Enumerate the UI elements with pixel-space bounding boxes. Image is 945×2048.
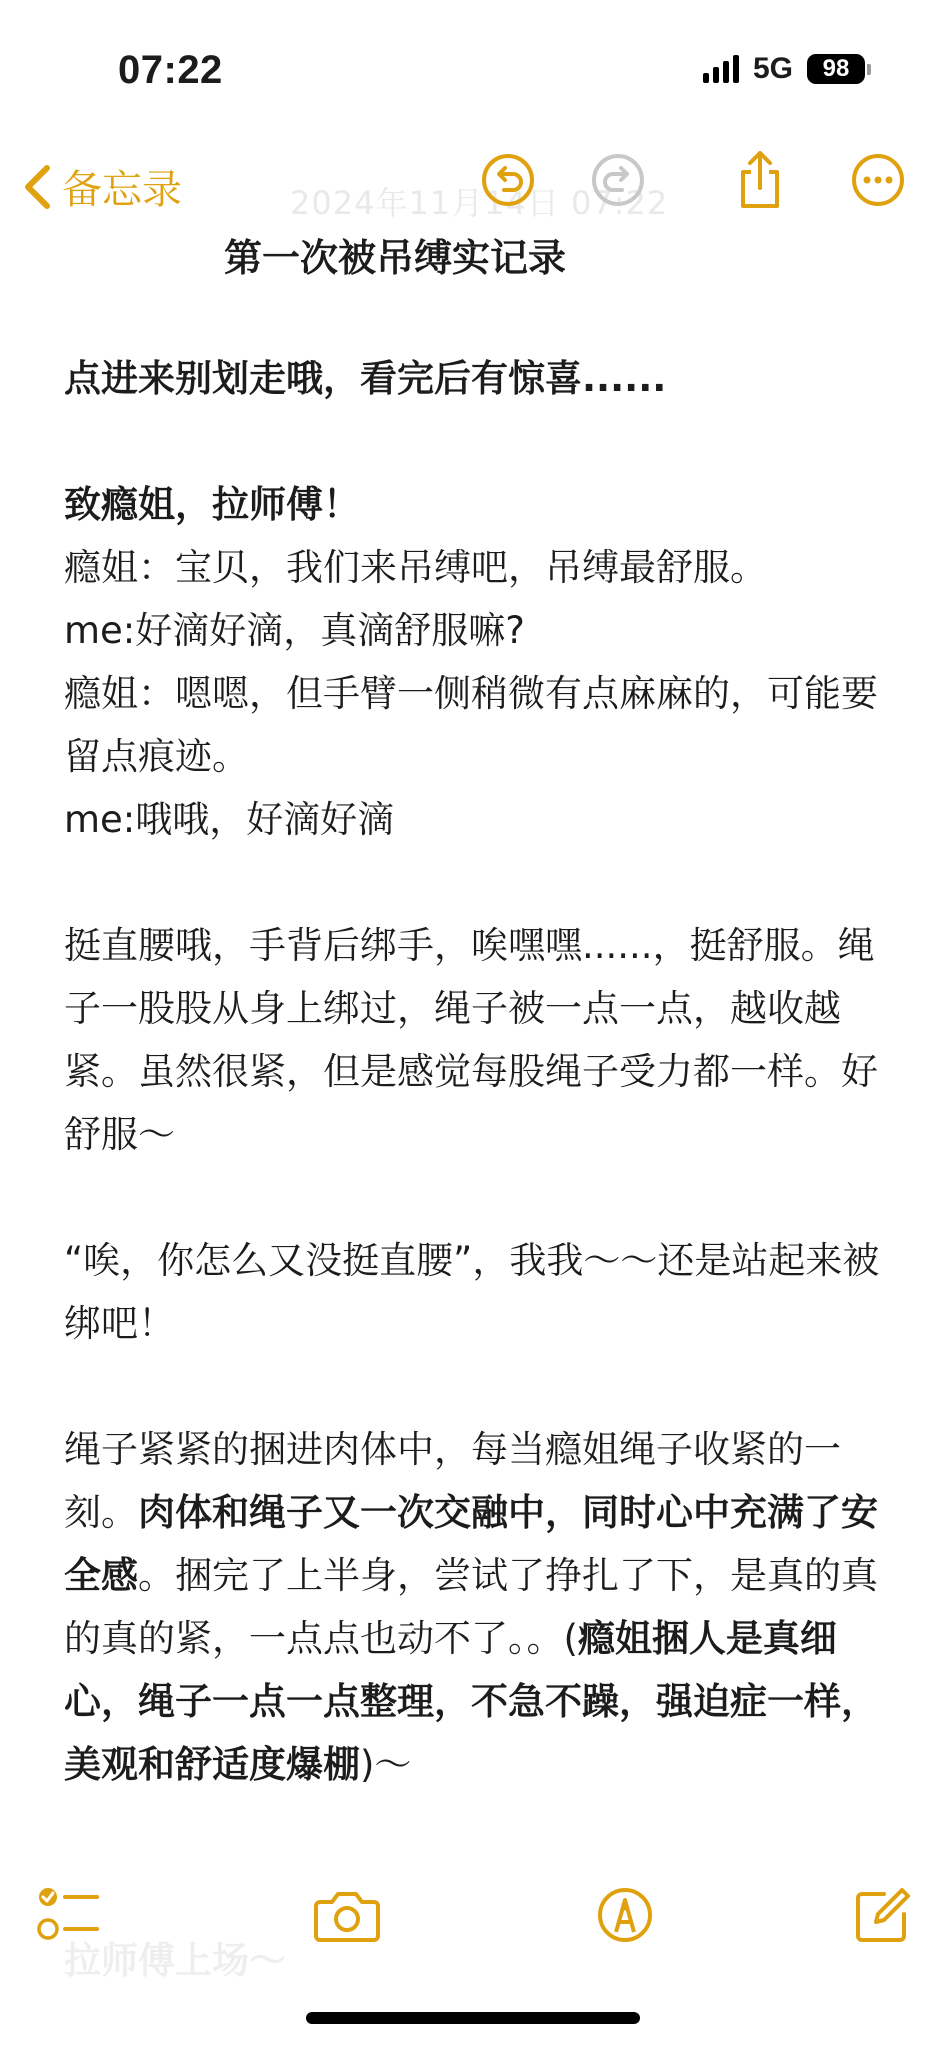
dialogue-line: me:哦哦，好滴好滴 (64, 798, 395, 841)
back-label: 备忘录 (62, 167, 182, 213)
status-bar (0, 0, 945, 120)
bold-text-run: 瘾姐捆人是真细心，绳子一点一点整理，不急不躁，强迫症一样，美观和舒适度爆棚 (64, 1617, 878, 1786)
signal-icon (703, 55, 739, 83)
dedication-heading: 致瘾姐，拉师傅！ (64, 483, 360, 526)
checklist-icon (37, 1885, 101, 1945)
network-type: 5G (752, 52, 793, 85)
dialogue-line: 瘾姐：嗯嗯，但手臂一侧稍微有点麻麻的，可能要留点痕迹。 (64, 672, 878, 778)
faded-note-date: 2024年11月14日 07:22 (290, 184, 669, 222)
battery-level: 98 (807, 54, 865, 84)
note-paragraph: “唉，你怎么又没挺直腰”，我我～～还是站起来被绑吧！ (64, 1239, 880, 1345)
dialogue-line: me:好滴好滴，真滴舒服嘛? (64, 609, 525, 652)
redo-icon (590, 152, 646, 208)
share-icon (735, 150, 785, 210)
text-run: 绳子紧紧的捆进肉体中，每当瘾姐绳子收紧的一刻。 (64, 1428, 841, 1534)
checklist-button[interactable] (34, 1880, 104, 1950)
note-body[interactable] (64, 228, 884, 1796)
undo-icon (480, 152, 536, 208)
navigation-bar (0, 140, 945, 230)
bold-text-run: 肉体和绳子又一次交融中，同时心中充满了安全感 (64, 1491, 878, 1597)
compose-button[interactable] (848, 1880, 918, 1950)
bottom-toolbar (0, 1880, 945, 1960)
markup-icon (596, 1886, 654, 1944)
text-run: 。捆完了上半身，尝试了挣扎了下，是真的真的真的紧，一点点也动不了。。( (64, 1554, 878, 1660)
more-icon (850, 152, 906, 208)
battery-icon (807, 54, 871, 84)
camera-button[interactable] (312, 1880, 382, 1950)
status-time: 07:22 (118, 48, 223, 92)
markup-button[interactable] (590, 1880, 660, 1950)
dialogue-line: 瘾姐：宝贝，我们来吊缚吧，吊缚最舒服。 (64, 546, 767, 589)
note-paragraph: 挺直腰哦，手背后绑手，唉嘿嘿......，挺舒服。绳子一股股从身上绑过，绳子被一点一点，越收越紧。虽然很紧，但是感觉每股绳子受力都一样。好舒服～ (64, 924, 878, 1156)
faded-next-line: 拉师傅上场～ (64, 1939, 286, 1982)
camera-icon (314, 1888, 380, 1942)
redo-button[interactable] (588, 150, 648, 210)
note-title: 第一次被吊缚实记录 (224, 236, 567, 280)
note-paragraph (64, 1418, 884, 1796)
compose-icon (854, 1886, 912, 1944)
status-indicators (703, 52, 871, 86)
back-button[interactable] (22, 158, 182, 215)
home-indicator[interactable] (306, 2012, 640, 2024)
text-run: )～ (360, 1743, 412, 1786)
share-button[interactable] (730, 150, 790, 210)
note-intro: 点进来别划走哦，看完后有惊喜...... (64, 357, 667, 400)
more-button[interactable] (848, 150, 908, 210)
chevron-left-icon (22, 164, 52, 210)
undo-button[interactable] (478, 150, 538, 210)
